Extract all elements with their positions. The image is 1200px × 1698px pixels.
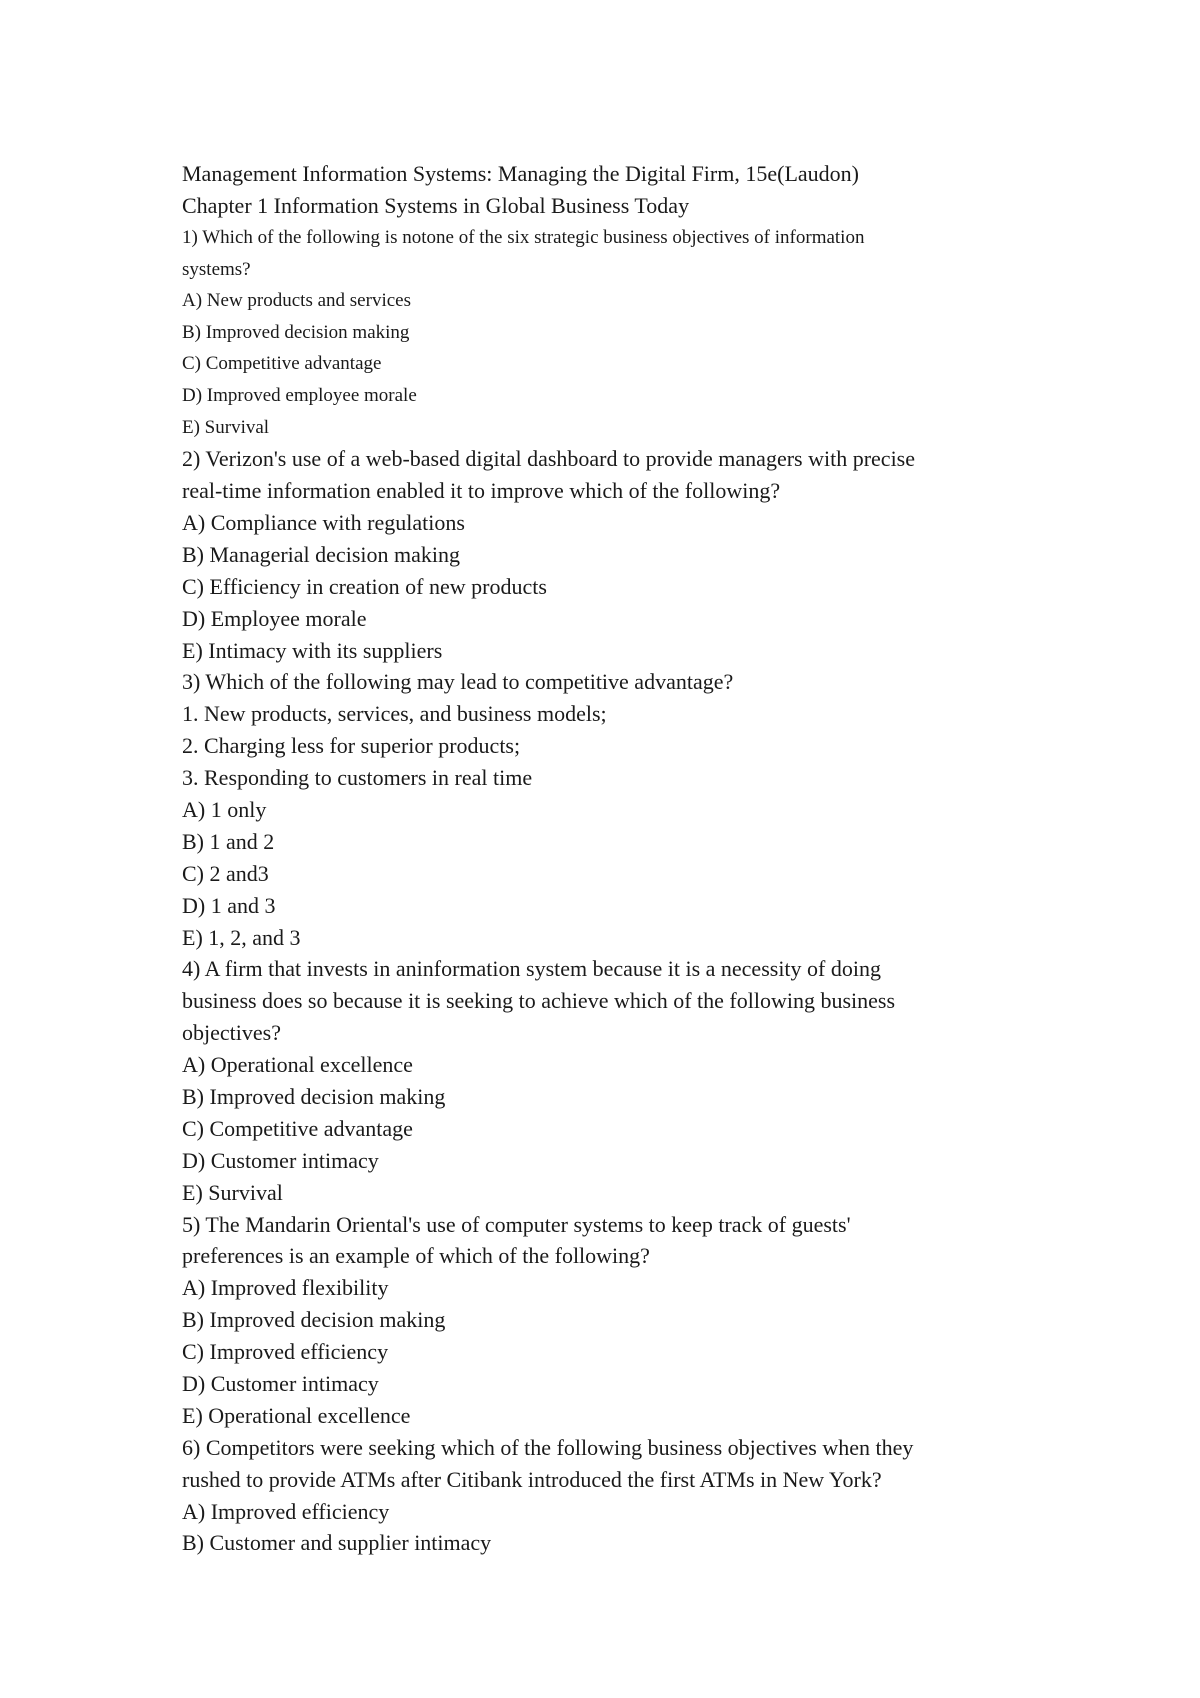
answer-option: E) 1, 2, and 3 — [182, 924, 301, 950]
question-stem-line: systems? — [182, 258, 251, 280]
answer-option: B) Improved decision making — [182, 1307, 446, 1333]
answer-option: D) Customer intimacy — [182, 1370, 379, 1396]
answer-option: C) 2 and3 — [182, 860, 269, 886]
question-6 — [182, 1432, 1082, 1560]
answer-option: B) Managerial decision making — [182, 541, 460, 567]
answer-option: D) Employee morale — [182, 605, 367, 631]
answer-option: D) 1 and 3 — [182, 892, 276, 918]
answer-option: C) Competitive advantage — [182, 353, 382, 375]
chapter-heading: Chapter 1 Information Systems in Global Business Today — [182, 193, 690, 218]
question-stem-line: 6) Competitors were seeking which of the following business objectives when they — [182, 1434, 914, 1460]
answer-option: B) Customer and supplier intimacy — [182, 1530, 492, 1556]
question-4 — [182, 953, 1082, 1208]
answer-option: B) Improved decision making — [182, 321, 410, 343]
answer-option: E) Survival — [182, 1179, 283, 1205]
question-stem-line: business does so because it is seeking to achieve which of the following business — [182, 988, 896, 1014]
question-1 — [182, 222, 1082, 443]
answer-option: B) Improved decision making — [182, 1083, 446, 1109]
answer-option: C) Competitive advantage — [182, 1115, 413, 1141]
question-stem-line: 1) Which of the following is notone of the six strategic business objectives of information — [182, 227, 865, 248]
answer-option: A) Improved efficiency — [182, 1498, 390, 1524]
question-stem-line: objectives? — [182, 1020, 281, 1046]
answer-option: D) Improved employee morale — [182, 384, 417, 406]
answer-option: B) 1 and 2 — [182, 828, 275, 854]
question-stem-line: 3) Which of the following may lead to competitive advantage? — [182, 669, 734, 695]
question-2 — [182, 443, 1082, 666]
question-stem-line: real-time information enabled it to improve which of the following? — [182, 478, 781, 504]
document-body — [182, 158, 1082, 1559]
answer-option: A) 1 only — [182, 796, 267, 822]
answer-option: C) Efficiency in creation of new products — [182, 573, 547, 599]
question-stem-line: 4) A firm that invests in aninformation system because it is a necessity of doing — [182, 956, 881, 982]
answer-option: A) New products and services — [182, 290, 411, 312]
question-5 — [182, 1209, 1082, 1432]
question-stem-line: 5) The Mandarin Oriental's use of computer systems to keep track of guests' — [182, 1211, 851, 1237]
question-stem-line: 3. Responding to customers in real time — [182, 765, 533, 791]
question-stem-line: 2. Charging less for superior products; — [182, 733, 521, 759]
answer-option: E) Intimacy with its suppliers — [182, 637, 443, 663]
answer-option: A) Operational excellence — [182, 1052, 413, 1078]
answer-option: A) Compliance with regulations — [182, 509, 465, 535]
question-stem-line: 1. New products, services, and business models; — [182, 701, 607, 727]
question-stem-line: preferences is an example of which of the following? — [182, 1243, 650, 1269]
question-stem-line: 2) Verizon's use of a web-based digital dashboard to provide managers with precise — [182, 446, 916, 472]
answer-option: A) Improved flexibility — [182, 1275, 389, 1301]
document-title: Management Information Systems: Managing the Digital Firm, 15e(Laudon) — [182, 161, 859, 186]
question-3 — [182, 666, 1082, 953]
answer-option: E) Operational excellence — [182, 1402, 411, 1428]
answer-option: C) Improved efficiency — [182, 1339, 389, 1365]
answer-option: E) Survival — [182, 416, 270, 438]
question-stem-line: rushed to provide ATMs after Citibank introduced the first ATMs in New York? — [182, 1466, 882, 1492]
answer-option: D) Customer intimacy — [182, 1147, 379, 1173]
